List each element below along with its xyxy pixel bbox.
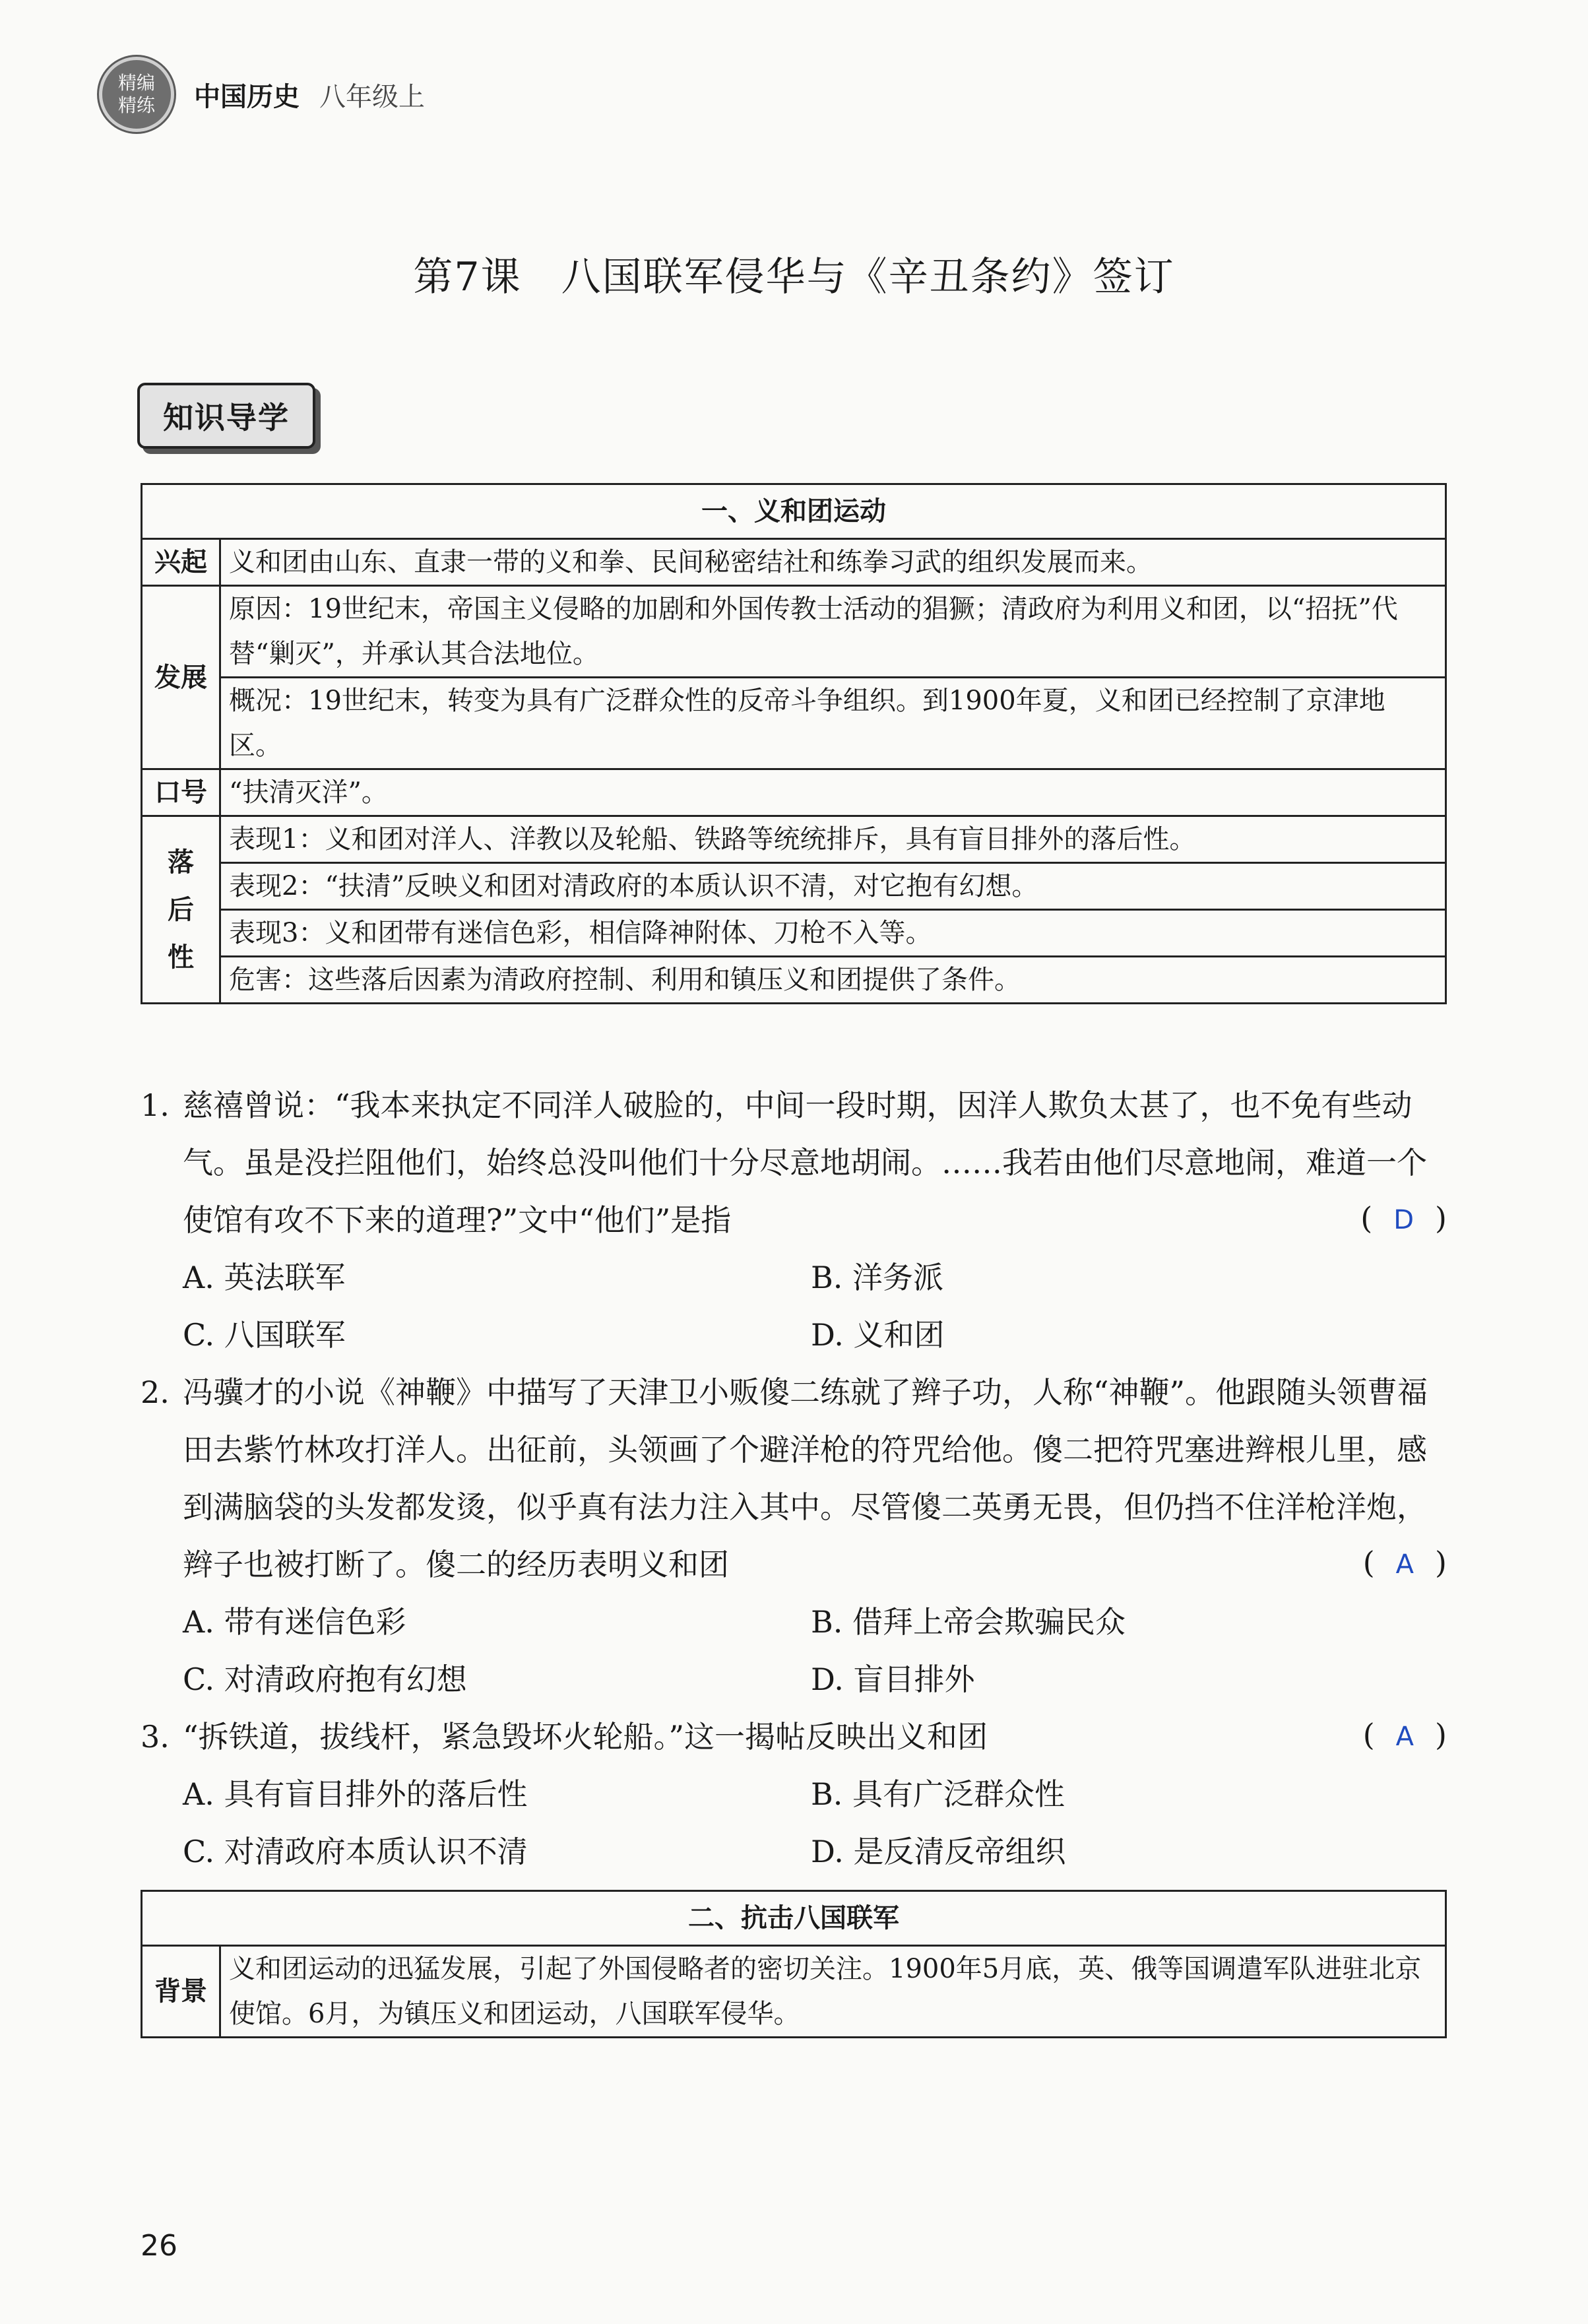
answer-blank: ( A ) xyxy=(1362,1545,1447,1580)
grade-label: 八年级上 xyxy=(319,81,425,112)
origin-text: 义和团由山东、直隶一带的义和拳、民间秘密结社和练拳习武的组织发展而来。 xyxy=(220,539,1446,586)
backwardness-label-char: 性 xyxy=(168,942,194,973)
answer-letter: A xyxy=(1395,1549,1414,1580)
resist-allied-forces-table xyxy=(141,1890,1447,2038)
question-text: 慈禧曾说：“我本来执定不同洋人破脸的，中间一段时期，因洋人欺负太甚了，也不免有些动气。虽是没拦阻他们，始终总没叫他们十分尽意地胡闹。……我若由他们尽意地闹，难道一个使馆有攻不下来的道理?”文中“他们”是指 xyxy=(183,1087,1427,1238)
backwardness-item-3: 表现3：义和团带有迷信色彩，相信降神附体、刀枪不入等。 xyxy=(220,910,1446,957)
option-grid xyxy=(141,1249,1447,1364)
option-grid xyxy=(141,1766,1447,1881)
question-number: 3. xyxy=(141,1719,170,1755)
background-text: 义和团运动的迅猛发展，引起了外国侵略者的密切关注。1900年5月底，英、俄等国调遣军队进驻北京使馆。6月，为镇压义和团运动，八国联军侵华。 xyxy=(220,1946,1446,2038)
question-number: 2. xyxy=(141,1374,170,1410)
row-label-slogan: 口号 xyxy=(142,769,220,816)
row-label-background: 背景 xyxy=(142,1946,220,2038)
row-label-development: 发展 xyxy=(142,586,220,769)
row-label-backwardness xyxy=(142,816,220,1004)
lesson-title xyxy=(0,245,1588,302)
series-badge xyxy=(99,57,174,132)
option-c: C. 对清政府抱有幻想 xyxy=(183,1662,467,1697)
option-c: C. 八国联军 xyxy=(183,1317,346,1353)
boxer-movement-table xyxy=(141,483,1447,1004)
table-heading: 二、抗击八国联军 xyxy=(142,1891,1446,1946)
backwardness-item-1: 表现1：义和团对洋人、洋教以及轮船、铁路等统统排斥，具有盲目排外的落后性。 xyxy=(220,816,1446,863)
question-stem xyxy=(141,1364,1447,1594)
backwardness-label-char: 落 xyxy=(168,847,194,878)
question-stem xyxy=(141,1708,1447,1766)
option-b: B. 洋务派 xyxy=(811,1260,944,1295)
badge-line-2: 精练 xyxy=(117,94,155,116)
option-a: A. 具有盲目排外的落后性 xyxy=(183,1776,528,1812)
backwardness-label-char: 后 xyxy=(168,894,194,925)
development-cause: 原因：19世纪末，帝国主义侵略的加剧和外国传教士活动的猖獗；清政府为利用义和团，以“招抚”代替“剿灭”，并承认其合法地位。 xyxy=(220,586,1446,678)
option-c: C. 对清政府本质认识不清 xyxy=(183,1834,528,1869)
section-tag: 知识导学 xyxy=(137,383,315,449)
question-text: “拆铁道，拔线杆，紧急毁坏火轮船。”这一揭帖反映出义和团 xyxy=(183,1719,988,1755)
option-d: D. 义和团 xyxy=(811,1317,945,1353)
question-3 xyxy=(141,1708,1447,1881)
answer-letter: A xyxy=(1395,1722,1414,1752)
subject-title: 中国历史 xyxy=(194,81,300,112)
backwardness-item-2: 表现2：“扶清”反映义和团对清政府的本质认识不清，对它抱有幻想。 xyxy=(220,863,1446,910)
badge-line-1: 精编 xyxy=(117,72,155,94)
row-label-origin: 兴起 xyxy=(142,539,220,586)
option-b: B. 借拜上帝会欺骗民众 xyxy=(811,1604,1126,1640)
option-d: D. 是反清反帝组织 xyxy=(811,1834,1066,1869)
question-number: 1. xyxy=(141,1087,170,1123)
option-d: D. 盲目排外 xyxy=(811,1662,975,1697)
option-b: B. 具有广泛群众性 xyxy=(811,1776,1065,1812)
question-text: 冯骥才的小说《神鞭》中描写了天津卫小贩傻二练就了辫子功，人称“神鞭”。他跟随头领曹福田去紫竹林攻打洋人。出征前，头领画了个避洋枪的符咒给他。傻二把符咒塞进辫根儿里，感到满脑袋的头发都发烫，似乎真有法力注入其中。尽管傻二英勇无畏，但仍挡不住洋枪洋炮，辫子也被打断了。傻二的经历表明义和团 xyxy=(183,1374,1428,1582)
answer-blank: ( D ) xyxy=(1360,1200,1447,1236)
question-list xyxy=(141,1077,1447,1881)
option-a: A. 带有迷信色彩 xyxy=(183,1604,406,1640)
answer-letter: D xyxy=(1393,1205,1414,1235)
lesson-name: 八国联军侵华与《辛丑条约》签订 xyxy=(561,254,1175,300)
answer-blank: ( A ) xyxy=(1362,1717,1447,1753)
option-grid xyxy=(141,1594,1447,1708)
page-number: 26 xyxy=(141,2229,177,2263)
slogan-text: “扶清灭洋”。 xyxy=(220,769,1446,816)
question-stem xyxy=(141,1077,1447,1249)
backwardness-harm: 危害：这些落后因素为清政府控制、利用和镇压义和团提供了条件。 xyxy=(220,957,1446,1004)
development-overview: 概况：19世纪末，转变为具有广泛群众性的反帝斗争组织。到1900年夏，义和团已经控制了京津地区。 xyxy=(220,678,1446,769)
table-heading: 一、义和团运动 xyxy=(142,484,1446,539)
question-1 xyxy=(141,1077,1447,1364)
question-2 xyxy=(141,1364,1447,1708)
option-a: A. 英法联军 xyxy=(183,1260,346,1295)
lesson-number: 第7课 xyxy=(413,254,522,300)
page-header xyxy=(99,51,425,137)
